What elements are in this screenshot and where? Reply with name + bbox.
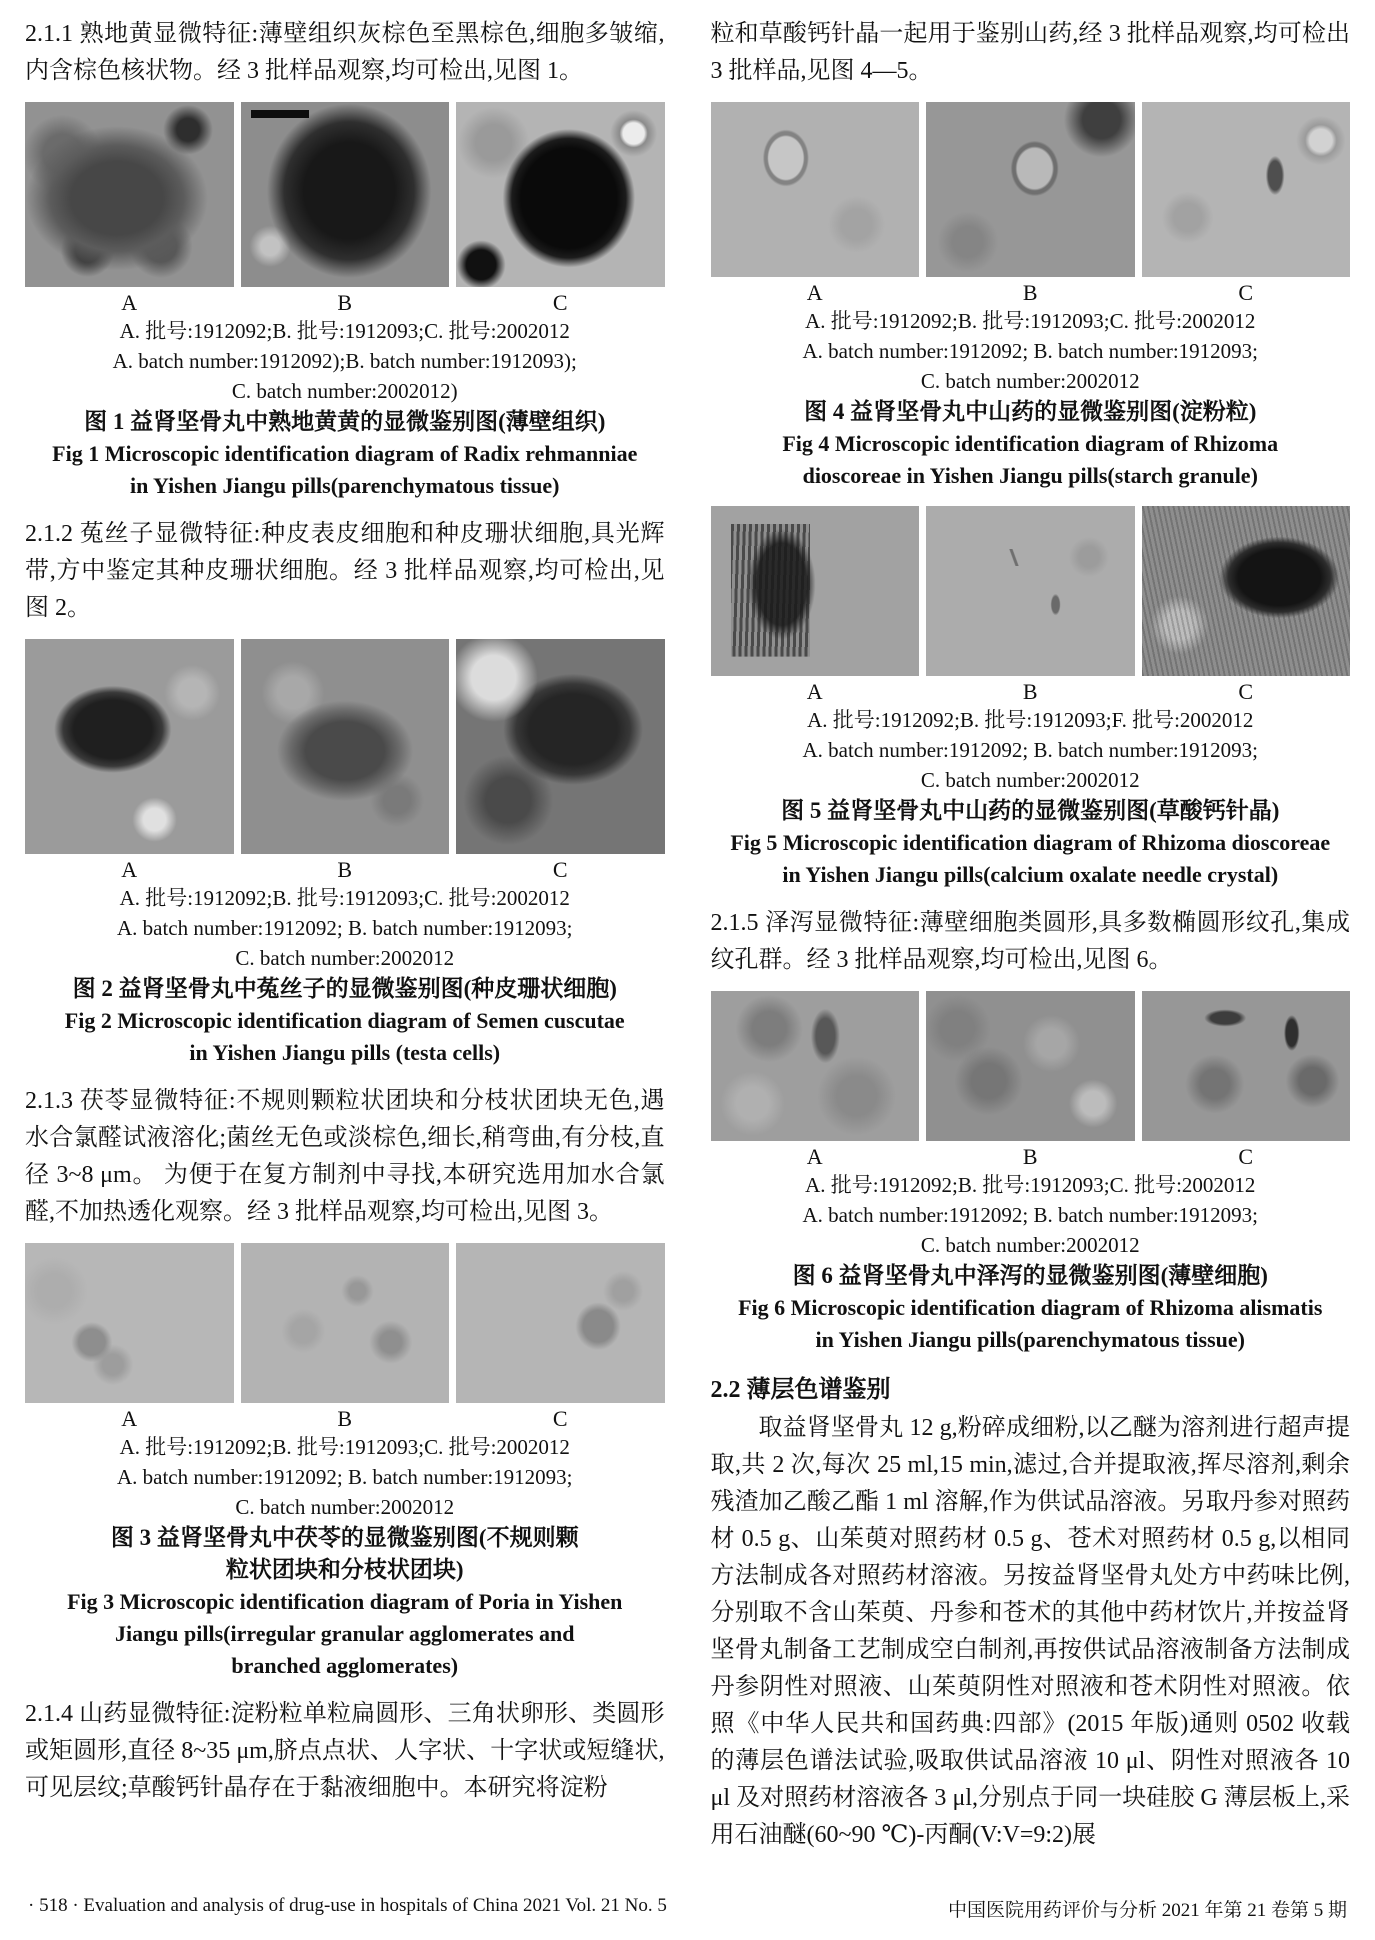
micrograph-fig2-c	[456, 639, 665, 854]
micrograph-fig2-a	[25, 639, 234, 854]
figure-1-batch-cn: A. 批号:1912092;B. 批号:1912093;C. 批号:2002012	[119, 319, 570, 343]
panel-label: C	[552, 290, 568, 315]
figure-6-panel-labels	[711, 1144, 1351, 1170]
panel-label: B	[1022, 1144, 1038, 1169]
right-column	[711, 16, 1351, 1856]
figure-3-title-en-3: branched agglomerates)	[231, 1653, 459, 1678]
figure-3-panel-labels	[25, 1406, 665, 1432]
figure-5-batch-en-2: C. batch number:2002012	[920, 768, 1140, 792]
paragraph-2-1-1: 2.1.1 熟地黄显微特征:薄壁组织灰棕色至黑棕色,细胞多皱缩,内含棕色核状物。经 3 批样品观察,均可检出,见图 1。	[25, 21, 665, 84]
figure-6-title-cn: 图 6 益肾坚骨丸中泽泻的显微鉴别图(薄壁细胞)	[792, 1263, 1268, 1288]
figure-4-panel-labels	[711, 280, 1351, 306]
figure-3-panels	[25, 1243, 665, 1403]
figure-1-panels	[25, 102, 665, 287]
panel-label: A	[121, 1406, 138, 1431]
paragraph-2-1-5: 2.1.5 泽泻显微特征:薄壁细胞类圆形,具多数椭圆形纹孔,集成纹孔群。经 3 批样品观察,均可检出,见图 6。	[710, 910, 1350, 973]
panel-label: C	[1238, 280, 1254, 305]
panel-label: A	[806, 679, 823, 704]
micrograph-fig2-b	[241, 639, 450, 854]
figure-3-batch-cn: A. 批号:1912092;B. 批号:1912093;C. 批号:2002012	[119, 1435, 570, 1459]
micrograph-fig3-a	[25, 1243, 234, 1403]
figure-4-batch-en-2: C. batch number:2002012	[920, 369, 1140, 393]
panel-label: A	[806, 1144, 823, 1169]
figure-4-panels	[711, 102, 1351, 277]
figure-4-title-cn: 图 4 益肾坚骨丸中山药的显微鉴别图(淀粉粒)	[804, 399, 1257, 424]
paragraph-2-2: 取益肾坚骨丸 12 g,粉碎成细粉,以乙醚为溶剂进行超声提取,共 2 次,每次 25 ml,15 min,滤过,合并提取液,挥尽溶剂,剩余残渣加乙酸乙酯 1 ml 溶解,作为供试品溶液。另取丹参对照药材 0.5 g、山茱萸对照药材 0.5 g、苍术对照药材 0.5 g,以相同方法制成各对照药材溶液。另按益肾坚骨丸处方中药味比例,分别取不含山茱萸、丹参和苍术的其他中药材饮片,并按益肾坚骨丸制备工艺制成空白制剂,再按供试品溶液制备方法制成丹参阴性对照液、山茱萸阴性对照液和苍术阴性对照液。依照《中华人民共和国药典:四部》(2015 年版)通则 0502 收载的薄层色谱法试验,吸取供试品溶液 10 μl、阴性对照液各 10 μl 及对照药材溶液各 3 μl,分别点于同一块硅胶 G 薄层板上,采用石油醚(60~90 ℃)-丙酮(V:V=9:2)展	[710, 1415, 1350, 1848]
figure-5-batch-en-1: A. batch number:1912092; B. batch number:1912093;	[802, 738, 1258, 762]
figure-6-title-en-1: Fig 6 Microscopic identification diagram of Rhizoma alismatis	[738, 1295, 1323, 1320]
panel-label: B	[1022, 679, 1038, 704]
left-column	[25, 16, 665, 1856]
figure-3	[25, 1243, 665, 1682]
figure-6-title-en-2: in Yishen Jiangu pills(parenchymatous tissue)	[815, 1327, 1245, 1352]
figure-1-title-cn: 图 1 益肾坚骨丸中熟地黄黄的显微鉴别图(薄壁组织)	[84, 409, 606, 434]
micrograph-fig5-b	[926, 506, 1135, 676]
figure-1-batch-en-1: A. batch number:1912092);B. batch number:1912093);	[112, 349, 577, 373]
figure-1-panel-labels	[25, 290, 665, 316]
micrograph-fig5-a	[711, 506, 920, 676]
figure-5	[711, 506, 1351, 891]
footer-page-number-journal-en: · 518 · Evaluation and analysis of drug-use in hospitals of China 2021 Vol. 21 No. 5	[28, 1895, 667, 1916]
figure-5-panel-labels	[711, 679, 1351, 705]
figure-6	[711, 991, 1351, 1356]
panel-label: B	[337, 290, 353, 315]
figure-3-title-en-2: Jiangu pills(irregular granular agglomerates and	[114, 1621, 575, 1646]
footer-journal-cn: 中国医院用药评价与分析 2021 年第 21 卷第 5 期	[947, 1900, 1347, 1921]
micrograph-fig1-a	[25, 102, 234, 287]
figure-2-batch-en-2: C. batch number:2002012	[235, 946, 455, 970]
figure-5-title-cn: 图 5 益肾坚骨丸中山药的显微鉴别图(草酸钙针晶)	[781, 798, 1280, 823]
paragraph-2-1-4: 2.1.4 山药显微特征:淀粉粒单粒扁圆形、三角状卵形、类圆形或矩圆形,直径 8~35 μm,脐点点状、人字状、十字状或短缝状,可见层纹;草酸钙针晶存在于黏液细胞中。本研究将淀粉	[25, 1701, 665, 1801]
figure-5-title-en-2: in Yishen Jiangu pills(calcium oxalate needle crystal)	[782, 862, 1279, 887]
page-footer	[0, 1895, 1375, 1922]
figure-1-batch-en-2: C. batch number:2002012)	[231, 379, 458, 403]
figure-3-title-en-1: Fig 3 Microscopic identification diagram of Poria in Yishen	[67, 1589, 623, 1614]
panel-label: A	[121, 857, 138, 882]
panel-label: C	[1238, 679, 1254, 704]
figure-4-batch-en-1: A. batch number:1912092; B. batch number:1912093;	[802, 339, 1258, 363]
figure-3-title-cn-1: 图 3 益肾坚骨丸中茯苓的显微鉴别图(不规则颗	[110, 1525, 579, 1550]
figure-4	[711, 102, 1351, 492]
panel-label: B	[1022, 280, 1038, 305]
figure-6-batch-cn: A. 批号:1912092;B. 批号:1912093;C. 批号:2002012	[805, 1173, 1256, 1197]
figure-3-batch-en-1: A. batch number:1912092; B. batch number:1912093;	[116, 1465, 573, 1489]
figure-5-panels	[711, 506, 1351, 676]
figure-1-title-en-1: Fig 1 Microscopic identification diagram of Radix rehmanniae	[52, 441, 638, 466]
micrograph-fig3-b	[241, 1243, 450, 1403]
micrograph-fig4-b	[926, 102, 1135, 277]
figure-1-title-en-2: in Yishen Jiangu pills(parenchymatous tissue)	[130, 473, 560, 498]
figure-3-batch-en-2: C. batch number:2002012	[235, 1495, 455, 1519]
figure-4-batch-cn: A. 批号:1912092;B. 批号:1912093;C. 批号:2002012	[805, 309, 1256, 333]
paragraph-2-1-4-continued: 粒和草酸钙针晶一起用于鉴别山药,经 3 批样品观察,均可检出 3 批样品,见图 4—5。	[710, 21, 1350, 84]
panel-label: C	[552, 857, 568, 882]
figure-2-title-en-1: Fig 2 Microscopic identification diagram of Semen cuscutae	[64, 1008, 625, 1033]
figure-6-batch-en-1: A. batch number:1912092; B. batch number:1912093;	[802, 1203, 1258, 1227]
figure-2-panels	[25, 639, 665, 854]
figure-2-title-en-2: in Yishen Jiangu pills (testa cells)	[189, 1040, 501, 1065]
figure-2-batch-en-1: A. batch number:1912092; B. batch number:1912093;	[116, 916, 573, 940]
figure-1	[25, 102, 665, 502]
section-heading-2-2: 2.2 薄层色谱鉴别	[710, 1377, 891, 1403]
figure-6-panels	[711, 991, 1351, 1141]
figure-6-batch-en-2: C. batch number:2002012	[920, 1233, 1140, 1257]
panel-label: A	[806, 280, 823, 305]
figure-2-batch-cn: A. 批号:1912092;B. 批号:1912093;C. 批号:2002012	[119, 886, 570, 910]
micrograph-fig6-a	[711, 991, 920, 1141]
figure-3-title-cn-2: 粒状团块和分枝状团块)	[225, 1557, 464, 1582]
panel-label: B	[337, 857, 353, 882]
figure-5-batch-cn: A. 批号:1912092;B. 批号:1912093;F. 批号:2002012	[807, 708, 1254, 732]
micrograph-fig6-c	[1142, 991, 1351, 1141]
micrograph-fig1-c	[456, 102, 665, 287]
micrograph-fig1-b	[241, 102, 450, 287]
micrograph-fig4-a	[711, 102, 920, 277]
micrograph-fig3-c	[456, 1243, 665, 1403]
panel-label: C	[552, 1406, 568, 1431]
figure-2-panel-labels	[25, 857, 665, 883]
micrograph-fig5-c	[1142, 506, 1351, 676]
paragraph-2-1-3: 2.1.3 茯苓显微特征:不规则颗粒状团块和分枝状团块无色,遇水合氯醛试液溶化;菌丝无色或淡棕色,细长,稍弯曲,有分枝,直径 3~8 μm。 为便于在复方制剂中寻找,本研究选用加水合氯醛,不加热透化观察。经 3 批样品观察,均可检出,见图 3。	[25, 1088, 665, 1225]
panel-label: A	[121, 290, 138, 315]
figure-4-title-en-2: dioscoreae in Yishen Jiangu pills(starch granule)	[802, 463, 1258, 488]
micrograph-fig6-b	[926, 991, 1135, 1141]
figure-4-title-en-1: Fig 4 Microscopic identification diagram of Rhizoma	[782, 431, 1279, 456]
panel-label: C	[1238, 1144, 1254, 1169]
micrograph-fig4-c	[1142, 102, 1351, 277]
figure-2	[25, 639, 665, 1069]
figure-5-title-en-1: Fig 5 Microscopic identification diagram of Rhizoma dioscoreae	[730, 830, 1331, 855]
panel-label: B	[337, 1406, 353, 1431]
figure-2-title-cn: 图 2 益肾坚骨丸中菟丝子的显微鉴别图(种皮珊状细胞)	[72, 976, 617, 1001]
paragraph-2-1-2: 2.1.2 菟丝子显微特征:种皮表皮细胞和种皮珊状细胞,具光辉带,方中鉴定其种皮珊状细胞。经 3 批样品观察,均可检出,见图 2。	[25, 521, 665, 621]
